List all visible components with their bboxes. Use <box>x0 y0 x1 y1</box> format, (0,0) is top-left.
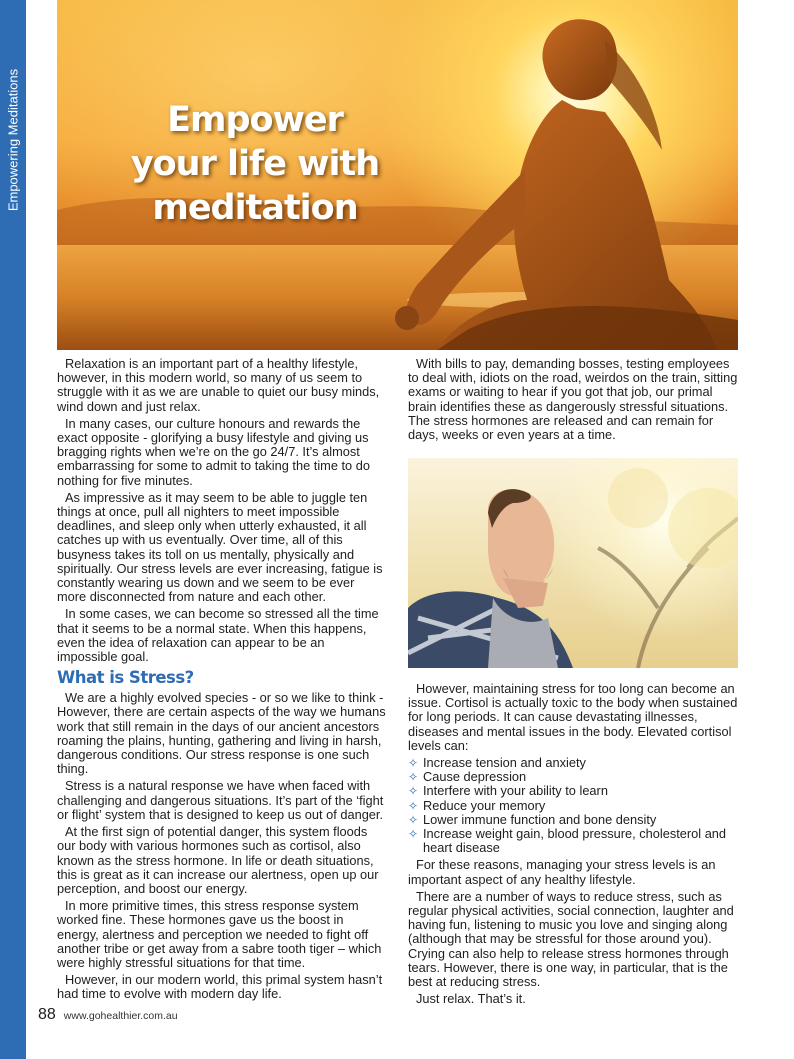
paragraph: For these reasons, managing your stress levels is an important aspect of any healthy lifestyle. <box>408 857 716 887</box>
paragraph: In some cases, we can become so stressed all the time that it seems to be a normal state. When this happens, even the idea of relaxation can appear to be an impossible goal. <box>57 606 379 665</box>
section-label: Empowering Meditations <box>5 68 21 212</box>
paragraph: There are a number of ways to reduce stress, such as regular physical activities, social connection, laughter and having fun, listening to music you love and singing along (although that may be stressful for those around you). Crying can also help to release stress hormones through tears. However, there is one way, in particular, that is the best at reducing stress. <box>408 888 734 990</box>
page-footer <box>38 1006 178 1024</box>
paragraph: In many cases, our culture honours and rewards the exact opposite - glorifying a busy lifestyle and giving us bragging rights when we’re on the go 24/7. It’s almost embarrassing for some to admit to taking the time to do nothing for five minutes. <box>57 415 370 488</box>
right-column-lower <box>408 682 738 1009</box>
list-item: ✧ Increase weight gain, blood pressure, cholesterol and heart disease <box>408 826 727 856</box>
article-title: Empower your life with meditation <box>130 100 380 228</box>
four-point-star-icon: ✧ <box>408 798 419 813</box>
paragraph: However, maintaining stress for too long can become an issue. Cortisol is actually toxic to the body when sustained for long periods. It can cause devastating illnesses, diseases and mental issues in the body. Elevated cortisol levels can: <box>408 681 738 753</box>
paragraph: As impressive as it may seem to be able to juggle ten things at once, pull all nighters to meet impossible deadlines, and sleep only when utterly exhausted, it all catches up with us eventually. Over time, all of this busyness takes its toll on us mentally, physically and spiritually. Our stress levels are ever increasing, fatigue is constantly wearing us down and we seem to be ever more disconnected from nature and each other. <box>57 489 383 605</box>
four-point-star-icon: ✧ <box>408 812 419 827</box>
list-item: ✧ Cause depression <box>408 769 527 785</box>
side-tab <box>0 0 26 1059</box>
paragraph: Just relax. That’s it. <box>416 991 526 1007</box>
relaxed-man-photo <box>408 458 738 668</box>
cortisol-effects-list <box>408 756 738 855</box>
four-point-star-icon: ✧ <box>408 784 419 799</box>
paragraph: Relaxation is an important part of a healthy lifestyle, however, in this modern world, so many of us seem to struggle with it as we are unable to quiet our busy minds, wind down and just relax. <box>57 356 380 414</box>
list-item: ✧ Interfere with your ability to learn <box>408 783 608 799</box>
list-item: ✧ Lower immune function and bone density <box>408 811 657 827</box>
paragraph: With bills to pay, demanding bosses, testing employees to deal with, idiots on the road, weirdos on the train, sitting exams or waiting to hear if you got that job, our primal brain identifies these as dangerously stressful situations. The stress hormones are released and can remain for days, weeks or even years at a time. <box>408 356 738 443</box>
list-item: ✧ Reduce your memory <box>408 797 546 813</box>
four-point-star-icon: ✧ <box>408 756 419 771</box>
four-point-star-icon: ✧ <box>408 770 419 785</box>
section-heading: What is Stress? <box>57 668 194 688</box>
hero-image <box>57 0 738 350</box>
paragraph: Stress is a natural response we have when faced with challenging and dangerous situations. It’s part of the ‘fight or flight’ system that is designed to keep us out of danger. <box>57 778 384 822</box>
relaxed-man-illustration <box>408 458 738 668</box>
paragraph: In more primitive times, this stress response system worked fine. These hormones gave us the boost in energy, alertness and perception we needed to fight off another tribe or get away from a sabre tooth tiger – which were highly stressful situations for that time. <box>57 898 382 970</box>
right-column <box>408 357 738 1007</box>
page-number: 88 <box>38 1006 56 1023</box>
four-point-star-icon: ✧ <box>408 827 419 842</box>
left-column <box>57 357 387 1005</box>
list-item: ✧ Increase tension and anxiety <box>408 755 586 771</box>
paragraph: We are a highly evolved species - or so we like to think -However, there are certain aspects of the way we humans work that still remain in the days of our ancient ancestors roaming the plains, hunting, gathering and living in harsh, dangerous conditions. Our stress response is one such thing. <box>57 690 386 777</box>
paragraph: However, in our modern world, this primal system hasn’t had time to evolve with modern day life. <box>57 972 383 1002</box>
website-url: www.gohealthier.com.au <box>63 1010 178 1022</box>
paragraph: At the first sign of potential danger, this system floods our body with various hormones such as cortisol, also known as the stress hormone. In life or death situations, this is great as it can increase our alertness, open up our perception, and boost our energy. <box>57 824 379 896</box>
